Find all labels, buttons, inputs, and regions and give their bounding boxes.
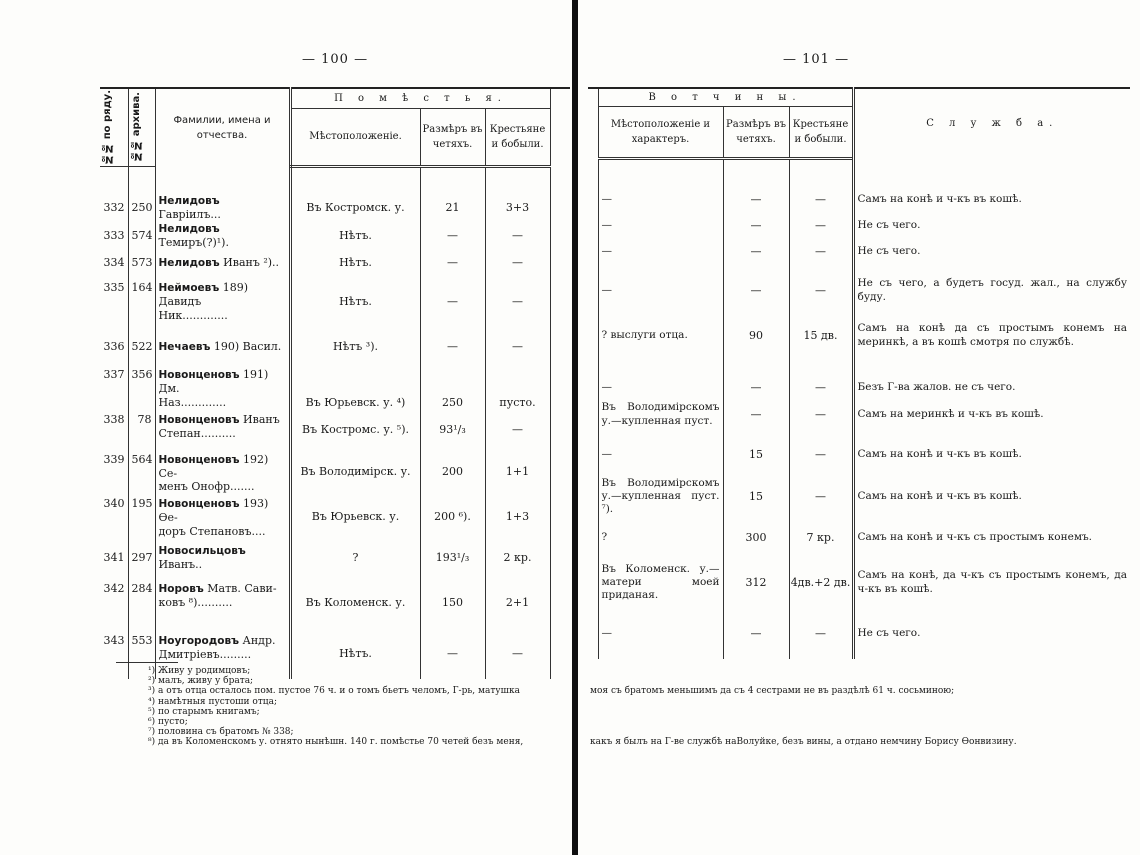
footnote-rule <box>116 662 178 663</box>
header-service: С л у ж б а. <box>853 88 1130 159</box>
header-peasants: Крестьяне и бобыли. <box>485 109 550 167</box>
footnote: ³) а отъ отца осталось пом. пустое 76 ч. и о томъ бьетъ челомъ, Г-рь, матушка <box>148 686 520 697</box>
table-row: 338 78 Новонценовъ Иванъ Степан.......... Въ Костромс. у. ⁵). 93¹/₃ — <box>100 410 570 450</box>
table-row: ? 300 7 кр. Самъ на конѣ и ч-къ съ простымъ конемъ. <box>588 519 1130 557</box>
table-row: 337 356 Новонценовъ 191) Дм. Наз............. Въ Юрьевск. у. ⁴) 250 пусто. <box>100 366 570 410</box>
header-num-archive: №№ архива. <box>128 88 155 166</box>
footnote-continuation: моя съ братомъ меньшимъ да съ 4 сестрами не въ раздѣлѣ 61 ч. сосьминою; <box>590 686 955 696</box>
footnotes <box>148 666 568 748</box>
header-pomestya: П о м ѣ с т ь я. <box>290 88 550 109</box>
header-votchiny: В о т ч и н ы. <box>598 88 853 107</box>
table-row: — — — Самъ на конѣ и ч-къ въ кошѣ. <box>588 187 1130 213</box>
footnote: ⁴) намѣтныя пустоши отца; <box>148 696 277 707</box>
page-number: — 100 — <box>302 52 369 67</box>
table-row: Въ Володимірскомъ у.—купленная пуст. — — Самъ на меринкѣ и ч-къ въ кошѣ. <box>588 395 1130 435</box>
header-peasants: Крестьяне и бобыли. <box>789 107 853 159</box>
table-row: — — — Не съ чего. <box>588 239 1130 265</box>
footnote: ⁵) по старымъ книгамъ; <box>148 706 260 717</box>
register-table-left <box>100 87 570 679</box>
header-size: Размѣръ въ четяхъ. <box>420 109 485 167</box>
table-row: — — — Безъ Г-ва жалов. не съ чего. <box>588 355 1130 395</box>
table-row: — — — Не съ чего. <box>588 609 1130 659</box>
header-name: Фамилии, имена и отчества. <box>173 114 271 141</box>
table-row: — — — Не съ чего, а будетъ госуд. жал., на службу буду. <box>588 265 1130 317</box>
footnote: ⁷) половина съ братомъ № 338; <box>148 727 294 738</box>
footnote-continuation: какъ я былъ на Г-ве службѣ наВолуйке, безъ вины, а отдано немчину Борису Ѳонвизину. <box>590 737 1017 747</box>
header-num-order: №№ по ряду. <box>100 88 128 166</box>
table-row: ? выслуги отца. 90 15 дв. Самъ на конѣ да съ простымъ конемъ на меринкѣ, а въ кошѣ смотря по службѣ. <box>588 317 1130 355</box>
table-row: 343 553 Ноугородовъ Андр. Дмитріевъ......... Нѣтъ. — — <box>100 629 570 679</box>
table-row: 334 573 Нелидовъ Иванъ ²).. Нѣтъ. — — <box>100 250 570 276</box>
table-row: 341 297 Новосильцовъ Иванъ.. ? 193¹/₃ 2 кр. <box>100 539 570 577</box>
table-row: Въ Володимірскомъ у.—купленная пуст. ⁷). 15 — Самъ на конѣ и ч-къ въ кошѣ. <box>588 475 1130 519</box>
footnote: ¹) Живу у родимцовъ; <box>148 666 251 676</box>
header-location: Мѣстоположеніе. <box>290 109 420 167</box>
table-row: — 15 — Самъ на конѣ и ч-къ въ кошѣ. <box>588 435 1130 475</box>
register-table-right <box>588 87 1130 659</box>
page-number: — 101 — <box>783 52 850 67</box>
footnote: ⁸) да въ Коломенскомъ у. отнято нынѣшн. 140 г. помѣстье 70 четей безъ меня, <box>148 737 524 748</box>
table-row: 339 564 Новонценовъ 192) Се- менъ Онофр....... Въ Володимірск. у. 200 1+1 <box>100 450 570 495</box>
right-page <box>578 0 1140 855</box>
footnote: ²) малъ, живу у брата; <box>148 676 254 687</box>
header-size: Размѣръ въ четяхъ. <box>723 107 789 159</box>
table-row: 342 284 Норовъ Матв. Сави- ковъ ⁸).......... Въ Коломенск. у. 150 2+1 <box>100 577 570 629</box>
table-row: — — — Не съ чего. <box>588 213 1130 239</box>
table-row: 335 164 Неймоевъ 189) Давидъ Ник............. Нѣтъ. — — <box>100 276 570 328</box>
table-row: 332 250 Нелидовъ Гаврiилъ... Въ Костромск. у. 21 3+3 <box>100 194 570 222</box>
table-row: 333 574 Нелидовъ Темиръ(?)¹). Нѣтъ. — — <box>100 222 570 250</box>
header-location: Мѣстоположеніе и характеръ. <box>598 107 723 159</box>
footnote: ⁶) пусто; <box>148 717 188 728</box>
table-row: 340 195 Новонценовъ 193) Ѳе- доръ Степановъ.... Въ Юрьевск. у. 200 ⁶). 1+3 <box>100 494 570 539</box>
table-row: 336 522 Нечаевъ 190) Васил. Нѣтъ ³). — — <box>100 328 570 366</box>
table-row: Въ Коломенск. у.—матери моей приданая. 312 4дв.+2 дв. Самъ на конѣ, да ч-къ съ простымъ конемъ, да ч-къ въ кошѣ. <box>588 557 1130 609</box>
